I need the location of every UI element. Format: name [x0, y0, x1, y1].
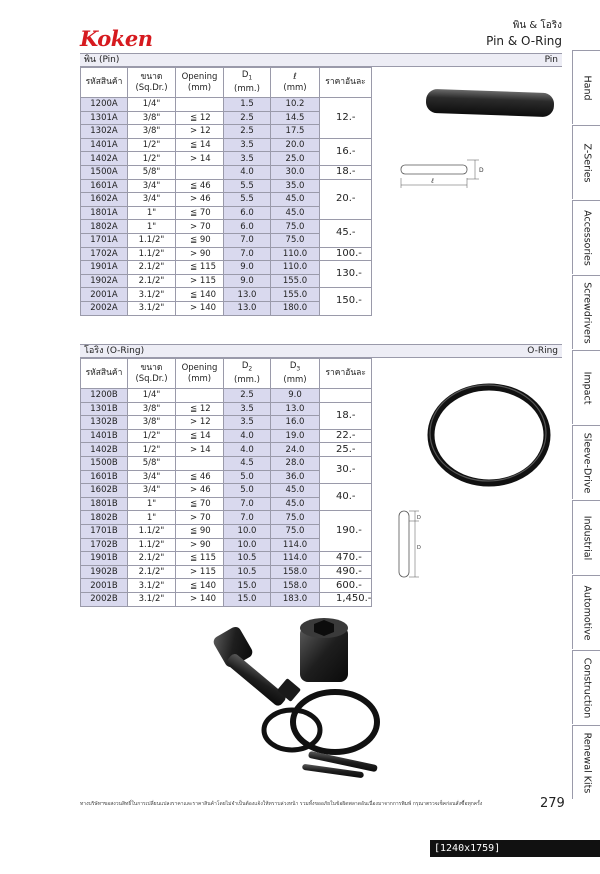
pin-dim-a: 4.0 [224, 165, 271, 179]
product-code: 1801B [81, 497, 128, 511]
drive-size: 3/4" [128, 193, 176, 207]
opening-range: > 90 [176, 247, 224, 261]
product-code: 1702B [81, 538, 128, 552]
oring-dim-b: 16.0 [271, 416, 320, 430]
oring-dim-a: 15.0 [224, 579, 271, 593]
opening-range [176, 98, 224, 112]
drive-size: 2.1/2" [128, 261, 176, 275]
pin-dim-b: 110.0 [271, 261, 320, 275]
product-code: 1902A [81, 274, 128, 288]
tab-renewal-kits[interactable] [572, 725, 600, 799]
oring-dim-a: 10.0 [224, 538, 271, 552]
pin-dim-a: 13.0 [224, 301, 271, 315]
extension-bar-image [212, 625, 302, 708]
pin-dim-a: 5.5 [224, 193, 271, 207]
table-row [81, 579, 372, 593]
pin-dim-b: 30.0 [271, 165, 320, 179]
opening-range: > 115 [176, 274, 224, 288]
opening-range: ≦ 140 [176, 288, 224, 302]
opening-range: > 12 [176, 416, 224, 430]
product-code: 1301B [81, 402, 128, 416]
drive-size: 5/8" [128, 456, 176, 470]
pin-dim-a: 1.5 [224, 98, 271, 112]
opening-range: > 70 [176, 220, 224, 234]
opening-range: ≦ 12 [176, 111, 224, 125]
oring-dim-b: 19.0 [271, 429, 320, 443]
product-assembly-photo [200, 612, 400, 782]
product-code: 1701A [81, 233, 128, 247]
oring-dim-a: 15.0 [224, 592, 271, 606]
pin-length-label: ℓ [431, 177, 434, 185]
pin-dim-a: 2.5 [224, 125, 271, 139]
pin-dim-a: 7.0 [224, 233, 271, 247]
oring-dim-a: 10.5 [224, 552, 271, 566]
product-code: 1602A [81, 193, 128, 207]
tab-automotive[interactable] [572, 575, 600, 649]
pin-dim-a: 6.0 [224, 220, 271, 234]
col-header-length: ℓ (mm) [271, 68, 320, 98]
tab-label: Industrial [581, 515, 593, 561]
opening-range: ≦ 90 [176, 524, 224, 538]
table-row [81, 592, 372, 606]
pin-spec-table [80, 67, 372, 316]
product-code: 1801A [81, 206, 128, 220]
drive-size: 3.1/2" [128, 288, 176, 302]
drive-size: 3/8" [128, 111, 176, 125]
drive-size: 1/2" [128, 429, 176, 443]
oring-dim-a: 4.5 [224, 456, 271, 470]
drive-size: 3.1/2" [128, 301, 176, 315]
unit-price: 22.- [320, 429, 372, 443]
disclaimer-note: ทางบริษัทฯขอสงวนสิทธิ์ในการเปลี่ยนแปลงราคาและราคาสินค้าโดยไม่จำเป็นต้องแจ้งให้ทราบล่วงหน้า รวมทั้งขออภัยในข้อผิดพลาดอันเนื่องมาจากการพิมพ์ กรุณาตรวจเช็คก่อนสั่งซื้อทุกครั้ง [80, 801, 483, 807]
pin-d1-label: D [479, 167, 484, 174]
product-code: 1301A [81, 111, 128, 125]
tab-label: Construction [581, 657, 593, 719]
drive-size: 3.1/2" [128, 592, 176, 606]
pin-dim-a: 2.5 [224, 111, 271, 125]
oring-dim-a: 3.5 [224, 416, 271, 430]
opening-range: ≦ 46 [176, 179, 224, 193]
pin-dim-b: 155.0 [271, 288, 320, 302]
opening-range: > 46 [176, 193, 224, 207]
unit-price: 600.- [320, 579, 372, 593]
oring-dim-a: 7.0 [224, 511, 271, 525]
tab-hand[interactable] [572, 50, 600, 124]
opening-range: ≦ 70 [176, 497, 224, 511]
unit-price: 1,450.- [320, 592, 372, 606]
opening-range: ≦ 90 [176, 233, 224, 247]
table-row [81, 511, 372, 525]
unit-price: 190.- [320, 511, 372, 552]
page-number: 279 [540, 796, 565, 811]
table-row [81, 220, 372, 234]
pin-dim-a: 13.0 [224, 288, 271, 302]
tab-impact[interactable] [572, 350, 600, 424]
product-code: 1302B [81, 416, 128, 430]
opening-range: > 140 [176, 301, 224, 315]
product-code: 2001B [81, 579, 128, 593]
unit-price: 30.- [320, 456, 372, 483]
table-row [81, 552, 372, 566]
drive-size: 1.1/2" [128, 233, 176, 247]
oring-dim-a: 4.0 [224, 429, 271, 443]
koken-logo: Koken [80, 26, 153, 51]
opening-range: ≦ 12 [176, 402, 224, 416]
opening-range: > 14 [176, 443, 224, 457]
pin-dim-b: 75.0 [271, 233, 320, 247]
drive-size: 3/8" [128, 125, 176, 139]
product-code: 1601A [81, 179, 128, 193]
drive-size: 3/4" [128, 470, 176, 484]
drive-size: 3/4" [128, 484, 176, 498]
opening-range: > 115 [176, 565, 224, 579]
pin-dim-b: 14.5 [271, 111, 320, 125]
product-code: 1902B [81, 565, 128, 579]
oring-dim-b: 75.0 [271, 511, 320, 525]
oring-dim-b: 28.0 [271, 456, 320, 470]
oring-dim-a: 5.0 [224, 484, 271, 498]
oring-dim-b: 45.0 [271, 497, 320, 511]
opening-range [176, 165, 224, 179]
drive-size: 1" [128, 511, 176, 525]
pin-dim-a: 9.0 [224, 261, 271, 275]
drive-size: 1.1/2" [128, 247, 176, 261]
oring-spec-table [80, 358, 372, 607]
impact-socket-image [300, 618, 348, 682]
table-row [81, 165, 372, 179]
pin-dim-b: 17.5 [271, 125, 320, 139]
oring-dim-a: 7.0 [224, 497, 271, 511]
oring-dim-b: 114.0 [271, 538, 320, 552]
col-header-opening: Opening (mm) [176, 359, 224, 389]
unit-price: 12.- [320, 98, 372, 139]
tab-label: Hand [581, 75, 593, 101]
opening-range: > 46 [176, 484, 224, 498]
drive-size: 3/4" [128, 179, 176, 193]
product-code: 1602B [81, 484, 128, 498]
oring-dim-a: 10.0 [224, 524, 271, 538]
unit-price: 16.- [320, 138, 372, 165]
tab-label: Z-Series [581, 143, 593, 183]
tab-accessories[interactable] [572, 200, 600, 274]
oring-dim-b: 13.0 [271, 402, 320, 416]
opening-range: > 90 [176, 538, 224, 552]
tab-z-series[interactable] [572, 125, 600, 199]
opening-range: ≦ 46 [176, 470, 224, 484]
opening-range: ≦ 115 [176, 552, 224, 566]
drive-size: 1.1/2" [128, 538, 176, 552]
pin-dim-b: 75.0 [271, 220, 320, 234]
drive-size: 3/8" [128, 402, 176, 416]
product-code: 1901A [81, 261, 128, 275]
pin-dimension-diagram [395, 158, 495, 194]
product-code: 1302A [81, 125, 128, 139]
product-code: 1702A [81, 247, 128, 261]
drive-size: 2.1/2" [128, 274, 176, 288]
pin-dim-b: 20.0 [271, 138, 320, 152]
oring-photo [425, 380, 555, 490]
table-row [81, 565, 372, 579]
col-header-price: ราคาอันละ [320, 359, 372, 389]
drive-size: 2.1/2" [128, 565, 176, 579]
table-row [81, 402, 372, 416]
product-code: 1200A [81, 98, 128, 112]
pin-dim-b: 10.2 [271, 98, 320, 112]
category-tabs [572, 50, 600, 802]
pin-dim-b: 110.0 [271, 247, 320, 261]
oring-dim-a: 4.0 [224, 443, 271, 457]
oring-dim-b: 158.0 [271, 579, 320, 593]
page-title-thai: พิน & โอริง [512, 20, 562, 31]
product-code: 2002B [81, 592, 128, 606]
product-code: 1401B [81, 429, 128, 443]
oring-dim-a: 3.5 [224, 402, 271, 416]
col-header-code: รหัสสินค้า [81, 359, 128, 389]
drive-size: 1" [128, 220, 176, 234]
table-row [81, 484, 372, 498]
drive-size: 1" [128, 497, 176, 511]
unit-price: 470.- [320, 552, 372, 566]
unit-price [320, 389, 372, 403]
unit-price: 18.- [320, 165, 372, 179]
page-title: Pin & O-Ring [486, 34, 562, 48]
oring-dim-b: 114.0 [271, 552, 320, 566]
product-code: 1500A [81, 165, 128, 179]
oring-dim-b: 45.0 [271, 484, 320, 498]
col-header-price: ราคาอันละ [320, 68, 372, 98]
opening-range: ≦ 70 [176, 206, 224, 220]
product-code: 2002A [81, 301, 128, 315]
opening-range: ≦ 14 [176, 138, 224, 152]
table-row [81, 456, 372, 470]
pin-dim-b: 155.0 [271, 274, 320, 288]
drive-size: 1/2" [128, 443, 176, 457]
pin-section-label-en: Pin [544, 55, 558, 65]
col-header-code: รหัสสินค้า [81, 68, 128, 98]
product-code: 2001A [81, 288, 128, 302]
unit-price: 150.- [320, 288, 372, 315]
tab-sleeve-drive[interactable] [572, 425, 600, 499]
pin-dim-b: 180.0 [271, 301, 320, 315]
opening-range [176, 389, 224, 403]
pin-dim-a: 3.5 [224, 152, 271, 166]
col-header-d2: $D_2$ (mm.) [224, 359, 271, 389]
pin-dim-a: 7.0 [224, 247, 271, 261]
col-header-size: ขนาด (Sq.Dr.) [128, 68, 176, 98]
oring-section-bar [80, 344, 562, 358]
pin-dim-b: 45.0 [271, 193, 320, 207]
pin-dim-a: 3.5 [224, 138, 271, 152]
oring-dim-b: 183.0 [271, 592, 320, 606]
product-code: 1200B [81, 389, 128, 403]
table-row [81, 138, 372, 152]
unit-price: 20.- [320, 179, 372, 220]
table-row [81, 443, 372, 457]
oring-dimension-diagram [395, 505, 435, 583]
unit-price: 490.- [320, 565, 372, 579]
unit-price: 100.- [320, 247, 372, 261]
opening-range: > 14 [176, 152, 224, 166]
drive-size: 1.1/2" [128, 524, 176, 538]
drive-size: 1/2" [128, 138, 176, 152]
tab-screwdrivers[interactable] [572, 275, 600, 349]
table-row [81, 179, 372, 193]
drive-size: 3.1/2" [128, 579, 176, 593]
drive-size: 2.1/2" [128, 552, 176, 566]
table-row [81, 288, 372, 302]
tab-label: Screwdrivers [581, 282, 593, 344]
product-code: 1901B [81, 552, 128, 566]
oring-dim-b: 36.0 [271, 470, 320, 484]
opening-range: ≦ 14 [176, 429, 224, 443]
pin-dim-a: 5.5 [224, 179, 271, 193]
oring-dim-a: 2.5 [224, 389, 271, 403]
opening-range: > 70 [176, 511, 224, 525]
product-code: 1701B [81, 524, 128, 538]
product-code: 1401A [81, 138, 128, 152]
tab-label: Automotive [581, 585, 593, 641]
col-header-opening: Opening (mm) [176, 68, 224, 98]
tab-label: Impact [581, 371, 593, 405]
table-row [81, 429, 372, 443]
product-code: 1802A [81, 220, 128, 234]
col-header-d3: $D_3$ (mm) [271, 359, 320, 389]
drive-size: 3/8" [128, 416, 176, 430]
oring-d3-label: D [417, 545, 421, 551]
unit-price: 130.- [320, 261, 372, 288]
pin-section-label: พิน (Pin) [84, 55, 120, 65]
opening-range [176, 456, 224, 470]
product-code: 1402B [81, 443, 128, 457]
pin-dim-a: 9.0 [224, 274, 271, 288]
tab-label: Renewal Kits [581, 732, 593, 794]
pin-photo [420, 88, 560, 118]
table-row [81, 261, 372, 275]
tab-industrial[interactable] [572, 500, 600, 574]
oring-dim-a: 5.0 [224, 470, 271, 484]
image-source-watermark: [1240x1759] https://upic.me/ [430, 840, 600, 857]
opening-range: ≦ 115 [176, 261, 224, 275]
pin-dim-b: 45.0 [271, 206, 320, 220]
col-header-size: ขนาด (Sq.Dr.) [128, 359, 176, 389]
table-row [81, 247, 372, 261]
pin-dim-b: 25.0 [271, 152, 320, 166]
tab-construction[interactable] [572, 650, 600, 724]
drive-size: 1/4" [128, 389, 176, 403]
unit-price: 45.- [320, 220, 372, 247]
product-code: 1402A [81, 152, 128, 166]
oring-d2-label: D [417, 515, 421, 521]
opening-range: > 140 [176, 592, 224, 606]
opening-range: > 12 [176, 125, 224, 139]
large-oring-image [293, 692, 377, 752]
pin-section-bar [80, 53, 562, 67]
oring-section-label-en: O-Ring [527, 346, 558, 356]
tab-label: Sleeve-Drive [581, 432, 593, 494]
oring-dim-a: 10.5 [224, 565, 271, 579]
oring-dim-b: 158.0 [271, 565, 320, 579]
tab-label: Accessories [581, 210, 593, 266]
product-code: 1500B [81, 456, 128, 470]
drive-size: 1/4" [128, 98, 176, 112]
col-header-d1: $D_1$ (mm.) [224, 68, 271, 98]
drive-size: 1" [128, 206, 176, 220]
oring-dim-b: 75.0 [271, 524, 320, 538]
oring-dim-b: 9.0 [271, 389, 320, 403]
drive-size: 1/2" [128, 152, 176, 166]
unit-price: 40.- [320, 484, 372, 511]
product-code: 1802B [81, 511, 128, 525]
table-row [81, 389, 372, 403]
oring-dim-b: 24.0 [271, 443, 320, 457]
drive-size: 5/8" [128, 165, 176, 179]
unit-price: 18.- [320, 402, 372, 429]
opening-range: ≦ 140 [176, 579, 224, 593]
product-code: 1601B [81, 470, 128, 484]
oring-section-label: โอริง (O-Ring) [84, 346, 145, 356]
unit-price: 25.- [320, 443, 372, 457]
pin-dim-b: 35.0 [271, 179, 320, 193]
table-row [81, 98, 372, 112]
pin-dim-a: 6.0 [224, 206, 271, 220]
